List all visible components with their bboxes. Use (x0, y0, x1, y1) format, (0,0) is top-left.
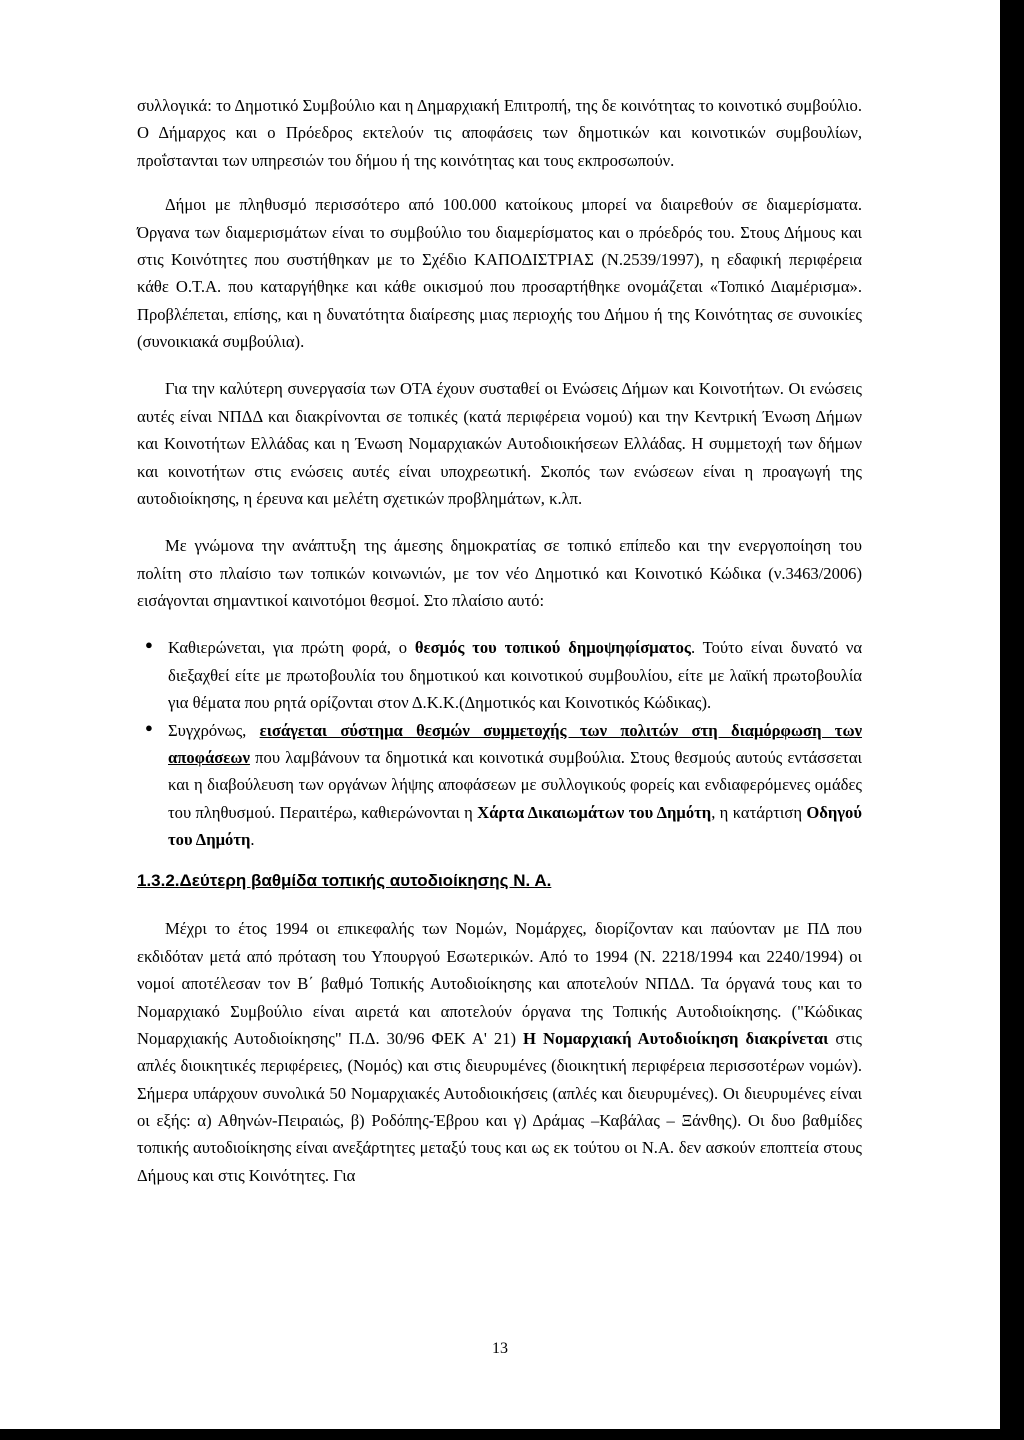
paragraph-prefectures (137, 915, 862, 1189)
bullet-text: . Τούτο είναι δυνατό να διεξαχθεί είτε με πρωτοβουλία του δημοτικού και κοινοτικού συμβουλίου, είτε με λαϊκή πρωτοβουλία για θέματα που ρητά ορίζονται στον Δ.Κ.Κ.(Δημοτικός και Κοινοτικός Κώδικας). (168, 638, 863, 713)
bold-underlined-phrase: εισάγεται σύστημα θεσμών συμμετοχής των πολιτών στη διαμόρφωση των αποφάσεων (168, 720, 863, 767)
paragraph-unions: Για την καλύτερη συνεργασία των ΟΤΑ έχουν συσταθεί οι Ενώσεις Δήμων και Κοινοτήτων. Οι ενώσεις αυτές είναι ΝΠΔΔ και διακρίνονται σε τοπικές (κατά περιφέρεια νομού) και την Κεντρική Ένωση Δήμων και Κοινοτήτων Ελλάδας και η Ένωση Νομαρχιακών Αυτοδιοικήσεων Ελλάδας. Η συμμετοχή των δήμων και κοινοτήτων στις ενώσεις αυτές είναι υποχρεωτική. Σκοπός των ενώσεων είναι η προαγωγή της αυτοδιοίκησης, η έρευνα και μελέτη σχετικών προβλημάτων, κ.λπ. (137, 379, 862, 508)
paragraph-direct-democracy: Με γνώμονα την ανάπτυξη της άμεσης δημοκρατίας σε τοπικό επίπεδο και την ενεργοποίηση του πολίτη στο πλαίσιο των τοπικών κοινωνιών, με τον νέο Δημοτικό και Κοινοτικό Κώδικα (ν.3463/2006) εισάγονται σημαντικοί καινοτόμοι θεσμοί. Στο πλαίσιο αυτό: (137, 536, 862, 610)
bullet-text: . (250, 830, 255, 849)
page-number: 13 (492, 1340, 508, 1357)
bold-phrase: θεσμός του τοπικού δημοψηφίσματος (414, 638, 691, 658)
bullet-text: Καθιερώνεται, για πρώτη φορά, ο (168, 638, 415, 658)
bold-phrase: Οδηγού του Δημότη (168, 802, 862, 849)
bold-phrase: Χάρτα Δικαιωμάτων του Δημότη (477, 802, 712, 822)
bullet-dot-icon: ● (145, 637, 153, 653)
paragraph-districts: Δήμοι με πληθυσμό περισσότερο από 100.000 κατοίκους μπορεί να διαιρεθούν σε διαμερίσματα. Όργανα των διαμερισμάτων είναι το συμβούλιο του διαμερίσματος και ο πρόεδρός του. Στους Δήμους και στις Κοινότητες που συστήθηκαν με το Σχέδιο ΚΑΠΟΔΙΣΤΡΙΑΣ (Ν.2539/1997), η εδαφική περιφέρεια κάθε Ο.Τ.Α. που καταργήθηκε και κάθε οικισμού που προσαρτήθηκε ονομάζεται «Τοπικό Διαμέρισμα». Προβλέπεται, επίσης, και η δυνατότητα διαίρεσης μιας περιοχής του Δήμου ή της Κοινότητας σε συνοικίες (συνοικιακά συμβούλια). (137, 195, 862, 351)
bold-phrase: Η Νομαρχιακή Αυτοδιοίκηση διακρίνεται (523, 1028, 829, 1048)
bullet-text: που λαμβάνουν τα δημοτικά και κοινοτικά συμβούλια. Στους θεσμούς αυτούς εντάσσεται και η διαβούλευση των οργάνων λήψης αποφάσεων με συλλογικούς φορείς και ενδιαφερόμενες ομάδες του πληθυσμού. Περαιτέρω, καθιερώνονται η (168, 747, 862, 822)
bullet-text: , η κατάρτιση (711, 802, 807, 822)
innovations-list (137, 634, 862, 853)
bullet-dot-icon: ● (145, 719, 153, 735)
section-heading: 1.3.2.Δεύτερη βαθμίδα τοπικής αυτοδιοίκησης Ν. Α. (137, 871, 552, 891)
paragraph-bodies-intro: συλλογικά: το Δημοτικό Συμβούλιο και η Δημαρχιακή Επιτροπή, της δε κοινότητας το κοινοτικό συμβούλιο. Ο Δήμαρχος και ο Πρόεδρος εκτελούν τις αποφάσεις των δημοτικών και κοινοτικών συμβουλίων, προΐστανται των υπηρεσιών του δήμου ή της κοινότητας και τους εκπροσωπούν. (137, 96, 862, 170)
paragraph-text: στις απλές διοικητικές περιφέρειες, (Νομός) και στις διευρυμένες (διοικητική περιφέρεια περισσοτέρων νομών). Σήμερα υπάρχουν συνολικά 50 Νομαρχιακές Αυτοδιοικήσεις (απλές και διευρυμένες). Οι διευρυμένες είναι οι εξής: α) Αθηνών-Πειραιώς, β) Ροδόπης-Έβρου και γ) Δράμας –Καβάλας – Ξάνθης). Οι δυο βαθμίδες τοπικής αυτοδιοίκησης είναι ανεξάρτητες μεταξύ τους και ως εκ τούτου οι Ν.Α. δεν ασκούν εποπτεία στους Δήμους και στις Κοινότητες. Για (137, 1028, 862, 1185)
list-item-referendum (145, 634, 863, 716)
body-text (137, 92, 862, 1209)
bullet-text: Συγχρόνως, (168, 720, 260, 740)
paragraph-text: Μέχρι το έτος 1994 οι επικεφαλής των Νομών, Νομάρχες, διορίζονταν και παύονταν με ΠΔ που εκδιδόταν μετά από πρόταση του Υπουργού Εσωτερικών. Από το 1994 (Ν. 2218/1994 και 2240/1994) οι νομοί αποτέλεσαν τον Β΄ βαθμό Τοπικής Αυτοδιοίκησης και αποτελούν ΝΠΔΔ. Τα όργανά τους και το Νομαρχιακό Συμβούλιο είναι αιρετά και αποτελούν όργανα της Τοπικής Αυτοδιοίκησης. ("Κώδικας Νομαρχιακής Αυτοδιοίκησης" Π.Δ. 30/96 ΦΕΚ Α' 21) (137, 919, 862, 1048)
list-item-participation (145, 717, 863, 854)
